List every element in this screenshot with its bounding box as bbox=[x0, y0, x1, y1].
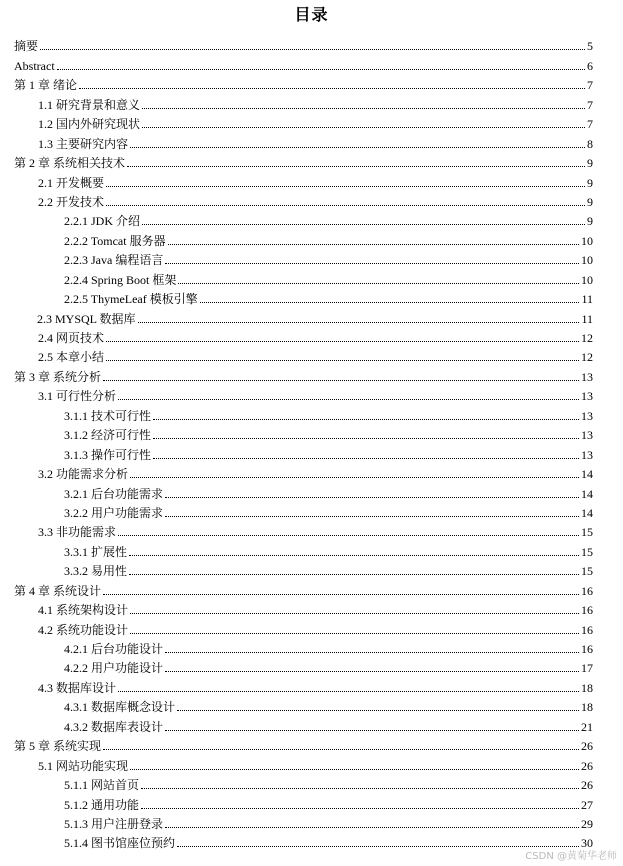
toc-entry[interactable] bbox=[0, 55, 623, 74]
toc-leader-dots bbox=[103, 380, 579, 381]
toc-entry-title: 4.1 系统架构设计 bbox=[38, 603, 129, 618]
toc-entry-title: 3.3.1 扩展性 bbox=[64, 544, 128, 559]
toc-entry[interactable] bbox=[0, 269, 623, 288]
toc-entry-title: 1.1 研究背景和意义 bbox=[38, 97, 141, 112]
toc-entry-title: 2.3 MYSQL 数据库 bbox=[37, 311, 136, 326]
toc-entry-page-number: 21 bbox=[581, 719, 593, 734]
toc-entry-title: 3.2.1 后台功能需求 bbox=[64, 486, 164, 501]
toc-entry-page-number: 26 bbox=[581, 739, 593, 754]
toc-entry-page-number: 18 bbox=[581, 700, 593, 715]
toc-entry-title: 5.1.1 网站首页 bbox=[64, 778, 140, 793]
toc-leader-dots bbox=[118, 691, 579, 692]
toc-entry[interactable] bbox=[0, 658, 623, 677]
toc-entry-page-number: 26 bbox=[581, 758, 593, 773]
toc-leader-dots bbox=[177, 710, 579, 711]
toc-leader-dots bbox=[130, 633, 579, 634]
toc-entry-page-number: 29 bbox=[581, 816, 593, 831]
toc-entry[interactable] bbox=[0, 308, 623, 327]
toc-leader-dots bbox=[142, 108, 585, 109]
toc-entry[interactable] bbox=[0, 600, 623, 619]
toc-entry-title: 1.2 国内外研究现状 bbox=[38, 117, 141, 132]
toc-entry[interactable] bbox=[0, 366, 623, 385]
toc-entry-title: 第 1 章 绪论 bbox=[14, 78, 78, 93]
toc-leader-dots bbox=[142, 127, 585, 128]
toc-leader-dots bbox=[118, 399, 579, 400]
toc-entry[interactable] bbox=[0, 289, 623, 308]
toc-entry-title: 2.2.4 Spring Boot 框架 bbox=[64, 272, 177, 287]
toc-entry[interactable] bbox=[0, 736, 623, 755]
toc-entry[interactable] bbox=[0, 94, 623, 113]
toc-entry-page-number: 11 bbox=[581, 311, 593, 326]
toc-entry-page-number: 16 bbox=[581, 603, 593, 618]
toc-leader-dots bbox=[106, 186, 585, 187]
toc-entry-page-number: 10 bbox=[581, 272, 593, 287]
toc-entry-page-number: 13 bbox=[581, 369, 593, 384]
toc-leader-dots bbox=[165, 263, 579, 264]
toc-entry[interactable] bbox=[0, 755, 623, 774]
toc-entry[interactable] bbox=[0, 444, 623, 463]
toc-entry[interactable] bbox=[0, 153, 623, 172]
toc-entry-page-number: 11 bbox=[581, 292, 593, 307]
toc-entry-page-number: 7 bbox=[587, 78, 593, 93]
toc-entry-page-number: 9 bbox=[587, 214, 593, 229]
toc-entry[interactable] bbox=[0, 541, 623, 560]
toc-leader-dots bbox=[106, 341, 579, 342]
toc-entry-page-number: 9 bbox=[587, 194, 593, 209]
toc-leader-dots bbox=[153, 419, 579, 420]
toc-entry[interactable] bbox=[0, 405, 623, 424]
toc-entry-page-number: 7 bbox=[587, 117, 593, 132]
toc-leader-dots bbox=[57, 69, 585, 70]
toc-entry-page-number: 6 bbox=[587, 58, 593, 73]
toc-leader-dots bbox=[165, 730, 579, 731]
toc-leader-dots bbox=[168, 244, 579, 245]
toc-entry-title: 3.1.1 技术可行性 bbox=[64, 408, 152, 423]
toc-entry-title: 5.1.3 用户注册登录 bbox=[64, 816, 164, 831]
toc-entry-title: Abstract bbox=[14, 58, 55, 73]
toc-entry[interactable] bbox=[0, 192, 623, 211]
toc-entry-page-number: 10 bbox=[581, 233, 593, 248]
toc-entry-title: 2.5 本章小结 bbox=[38, 350, 105, 365]
toc-entry[interactable] bbox=[0, 211, 623, 230]
toc-entry-page-number: 9 bbox=[587, 175, 593, 190]
toc-entry-title: 4.3.1 数据库概念设计 bbox=[64, 700, 176, 715]
toc-entry-title: 摘要 bbox=[14, 39, 39, 54]
toc-entry-title: 3.3.2 易用性 bbox=[64, 564, 128, 579]
toc-leader-dots bbox=[129, 574, 579, 575]
toc-entry-page-number: 27 bbox=[581, 797, 593, 812]
toc-leader-dots bbox=[153, 438, 579, 439]
toc-entry-page-number: 15 bbox=[581, 525, 593, 540]
toc-entry-title: 2.2.1 JDK 介绍 bbox=[64, 214, 141, 229]
toc-entry[interactable] bbox=[0, 580, 623, 599]
toc-entry-page-number: 10 bbox=[581, 253, 593, 268]
toc-entry-title: 3.1 可行性分析 bbox=[38, 389, 117, 404]
toc-entry-title: 3.2.2 用户功能需求 bbox=[64, 505, 164, 520]
toc-entry[interactable] bbox=[0, 425, 623, 444]
toc-entry[interactable] bbox=[0, 794, 623, 813]
toc-entry-title: 5.1.4 图书馆座位预约 bbox=[64, 836, 176, 851]
toc-entry-title: 2.2.3 Java 编程语言 bbox=[64, 253, 164, 268]
toc-title: 目录 bbox=[294, 5, 329, 24]
toc-entry[interactable] bbox=[0, 639, 623, 658]
toc-entry-title: 5.1 网站功能实现 bbox=[38, 758, 129, 773]
toc-entry-page-number: 16 bbox=[581, 622, 593, 637]
toc-leader-dots bbox=[130, 613, 579, 614]
toc-entry-title: 2.4 网页技术 bbox=[38, 331, 105, 345]
toc-entry[interactable] bbox=[0, 464, 623, 483]
toc-leader-dots bbox=[106, 205, 585, 206]
toc-leader-dots bbox=[40, 49, 585, 50]
toc-leader-dots bbox=[79, 88, 585, 89]
toc-entry[interactable] bbox=[0, 522, 623, 541]
toc-entry-page-number: 14 bbox=[581, 467, 593, 482]
toc-entry[interactable] bbox=[0, 619, 623, 638]
toc-entry-page-number: 26 bbox=[581, 778, 593, 793]
toc-entry-page-number: 8 bbox=[587, 136, 593, 151]
toc-entry[interactable] bbox=[0, 386, 623, 405]
toc-entry[interactable] bbox=[0, 483, 623, 502]
toc-leader-dots bbox=[130, 147, 585, 148]
toc-entry[interactable] bbox=[0, 75, 623, 94]
toc-entry-page-number: 12 bbox=[581, 350, 593, 365]
toc-entry-page-number: 13 bbox=[581, 408, 593, 423]
toc-entry[interactable] bbox=[0, 250, 623, 269]
toc-entry-title: 3.1.2 经济可行性 bbox=[64, 428, 152, 443]
toc-entry[interactable] bbox=[0, 503, 623, 522]
toc-entry-page-number: 15 bbox=[581, 564, 593, 579]
toc-entry-page-number: 13 bbox=[581, 428, 593, 443]
toc-leader-dots bbox=[165, 516, 579, 517]
toc-entry-title: 2.2.2 Tomcat 服务器 bbox=[64, 233, 166, 248]
toc-entry-page-number: 7 bbox=[587, 97, 593, 112]
toc-entry[interactable] bbox=[0, 561, 623, 580]
toc-entry-page-number: 14 bbox=[581, 486, 593, 501]
toc-entry[interactable] bbox=[0, 114, 623, 133]
toc-entry-title: 1.3 主要研究内容 bbox=[38, 136, 129, 151]
toc-leader-dots bbox=[130, 769, 579, 770]
toc-leader-dots bbox=[118, 535, 579, 536]
toc-entry-page-number: 18 bbox=[581, 680, 593, 695]
toc-entry-title: 2.2.5 ThymeLeaf 模板引擎 bbox=[64, 292, 198, 307]
toc-leader-dots bbox=[153, 458, 579, 459]
toc-entry-title: 第 3 章 系统分析 bbox=[14, 369, 102, 384]
toc-entry-title: 3.1.3 操作可行性 bbox=[64, 447, 152, 462]
toc-entry-title: 4.3 数据库设计 bbox=[38, 680, 117, 695]
toc-entry[interactable] bbox=[0, 697, 623, 716]
toc-entry[interactable] bbox=[0, 716, 623, 735]
toc-entry-page-number: 5 bbox=[587, 39, 593, 54]
toc-leader-dots bbox=[165, 671, 579, 672]
toc-entry[interactable] bbox=[0, 172, 623, 191]
toc-entry-title: 第 5 章 系统实现 bbox=[14, 739, 102, 754]
toc-entry-title: 4.2.1 后台功能设计 bbox=[64, 642, 164, 656]
toc-leader-dots bbox=[142, 224, 585, 225]
toc-leader-dots bbox=[129, 555, 579, 556]
toc-entry-title: 2.2 开发技术 bbox=[38, 194, 105, 209]
csdn-watermark: CSDN @黄菊华老师 bbox=[525, 851, 617, 862]
toc-entry[interactable] bbox=[0, 677, 623, 696]
toc-list bbox=[0, 36, 623, 852]
toc-entry-title: 4.2 系统功能设计 bbox=[38, 622, 129, 637]
toc-entry-page-number: 16 bbox=[581, 642, 593, 656]
toc-leader-dots bbox=[165, 497, 579, 498]
toc-leader-dots bbox=[106, 360, 579, 361]
toc-leader-dots bbox=[103, 749, 579, 750]
toc-leader-dots bbox=[130, 477, 579, 478]
toc-entry[interactable] bbox=[0, 133, 623, 152]
toc-entry-page-number: 14 bbox=[581, 505, 593, 520]
toc-entry-title: 5.1.2 通用功能 bbox=[64, 797, 140, 812]
toc-entry[interactable] bbox=[0, 347, 623, 366]
toc-entry-page-number: 9 bbox=[587, 156, 593, 171]
toc-leader-dots bbox=[127, 166, 585, 167]
toc-entry-title: 第 2 章 系统相关技术 bbox=[14, 156, 126, 171]
toc-entry[interactable] bbox=[0, 775, 623, 794]
toc-leader-dots bbox=[103, 594, 579, 595]
toc-entry-page-number: 16 bbox=[581, 583, 593, 598]
toc-entry[interactable] bbox=[0, 230, 623, 249]
toc-leader-dots bbox=[141, 808, 579, 809]
toc-entry-title: 3.3 非功能需求 bbox=[38, 525, 117, 540]
toc-entry[interactable] bbox=[0, 36, 623, 55]
toc-entry-title: 第 4 章 系统设计 bbox=[14, 583, 102, 598]
toc-entry-title: 4.2.2 用户功能设计 bbox=[64, 661, 164, 676]
toc-leader-dots bbox=[200, 302, 580, 303]
toc-leader-dots bbox=[141, 788, 579, 789]
toc-leader-dots bbox=[178, 283, 579, 284]
toc-entry-title: 3.2 功能需求分析 bbox=[38, 467, 129, 482]
toc-leader-dots bbox=[165, 827, 579, 828]
toc-entry-page-number: 30 bbox=[581, 836, 593, 851]
toc-leader-dots bbox=[138, 322, 580, 323]
toc-entry-title: 4.3.2 数据库表设计 bbox=[64, 719, 164, 734]
toc-entry[interactable] bbox=[0, 328, 623, 347]
toc-leader-dots bbox=[177, 846, 579, 847]
toc-entry-page-number: 17 bbox=[581, 661, 593, 676]
toc-entry-title: 2.1 开发概要 bbox=[38, 175, 105, 190]
toc-entry-page-number: 15 bbox=[581, 544, 593, 559]
toc-entry-page-number: 13 bbox=[581, 389, 593, 404]
toc-entry-page-number: 12 bbox=[581, 331, 593, 345]
toc-entry[interactable] bbox=[0, 814, 623, 833]
toc-leader-dots bbox=[165, 652, 579, 653]
toc-entry-page-number: 13 bbox=[581, 447, 593, 462]
